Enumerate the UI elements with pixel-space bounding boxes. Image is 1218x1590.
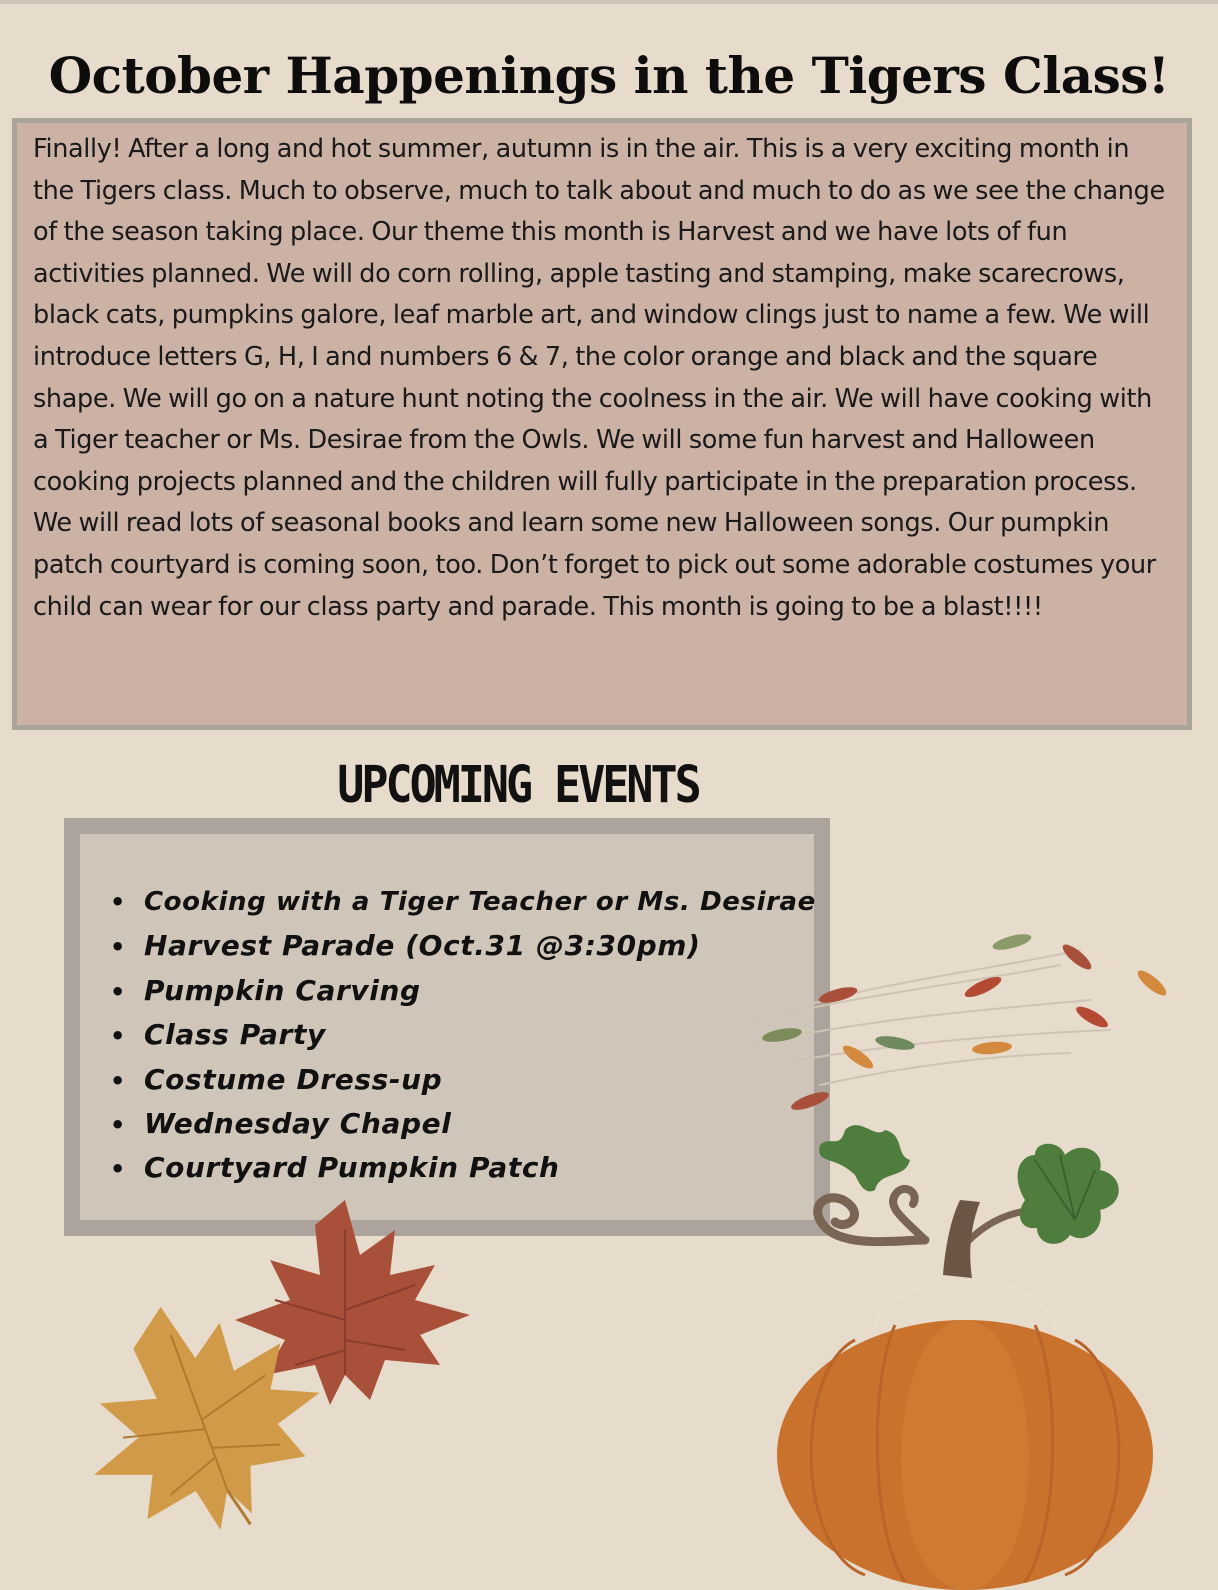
list-item [110, 1058, 816, 1102]
intro-box [12, 118, 1192, 730]
bullet-icon: • [110, 1155, 126, 1184]
bullet-icon: • [110, 933, 126, 962]
bullet-icon: • [110, 888, 126, 916]
intro-text: Finally! After a long and hot summer, autumn is in the air. This is a very exciting month in the Tigers class. Much to observe, much to talk about and much to do as we see the change of the season taking place. Our theme this month is Harvest and we have lots of fun activities planned. We will do corn rolling, apple tasting and stamping, make scarecrows, black cats, pumpkins galore, leaf marble art, and window clings just to name a few. We will introduce letters G, H, I and numbers 6 & 7, the color orange and black and the square shape. We will go on a nature hunt noting the coolness in the air. We will have cooking with a Tiger teacher or Ms. Desirae from the Owls. We will some fun harvest and Halloween cooking projects planned and the children will fully participate in the preparation process. We will read lots of seasonal books and learn some new Halloween songs. Our pumpkin patch courtyard is coming soon, too. Don’t forget to pick out some adorable costumes your child can wear for our class party and parade. This month is going to be a blast!!!! [33, 134, 1165, 622]
top-border [0, 0, 1218, 4]
yellow-maple-leaf-icon [75, 1290, 325, 1540]
events-list [110, 880, 816, 1191]
bullet-icon: • [110, 977, 126, 1006]
list-item [110, 1146, 816, 1190]
list-item [110, 924, 816, 968]
event-label: Costume Dress-up [144, 1062, 443, 1096]
event-label: Class Party [144, 1018, 326, 1052]
bullet-icon: • [110, 1066, 126, 1095]
events-box [64, 818, 830, 1236]
bullet-icon: • [110, 1022, 126, 1051]
event-label: Wednesday Chapel [144, 1106, 452, 1140]
list-item [110, 1102, 816, 1146]
event-label: Cooking with a Tiger Teacher or Ms. Desirae [144, 887, 816, 917]
event-label: Pumpkin Carving [144, 973, 421, 1007]
list-item [110, 969, 816, 1013]
wind-leaves-icon [730, 925, 1190, 1125]
bullet-icon: • [110, 1110, 126, 1139]
page-title: October Happenings in the Tigers Class! [48, 46, 1170, 105]
pumpkin-icon [775, 1100, 1155, 1590]
list-item [110, 880, 816, 924]
event-label: Courtyard Pumpkin Patch [144, 1151, 560, 1185]
list-item [110, 1013, 816, 1057]
event-label: Harvest Parade (Oct.31 @3:30pm) [144, 929, 701, 963]
events-heading: UPCOMING EVENTS [337, 754, 699, 815]
